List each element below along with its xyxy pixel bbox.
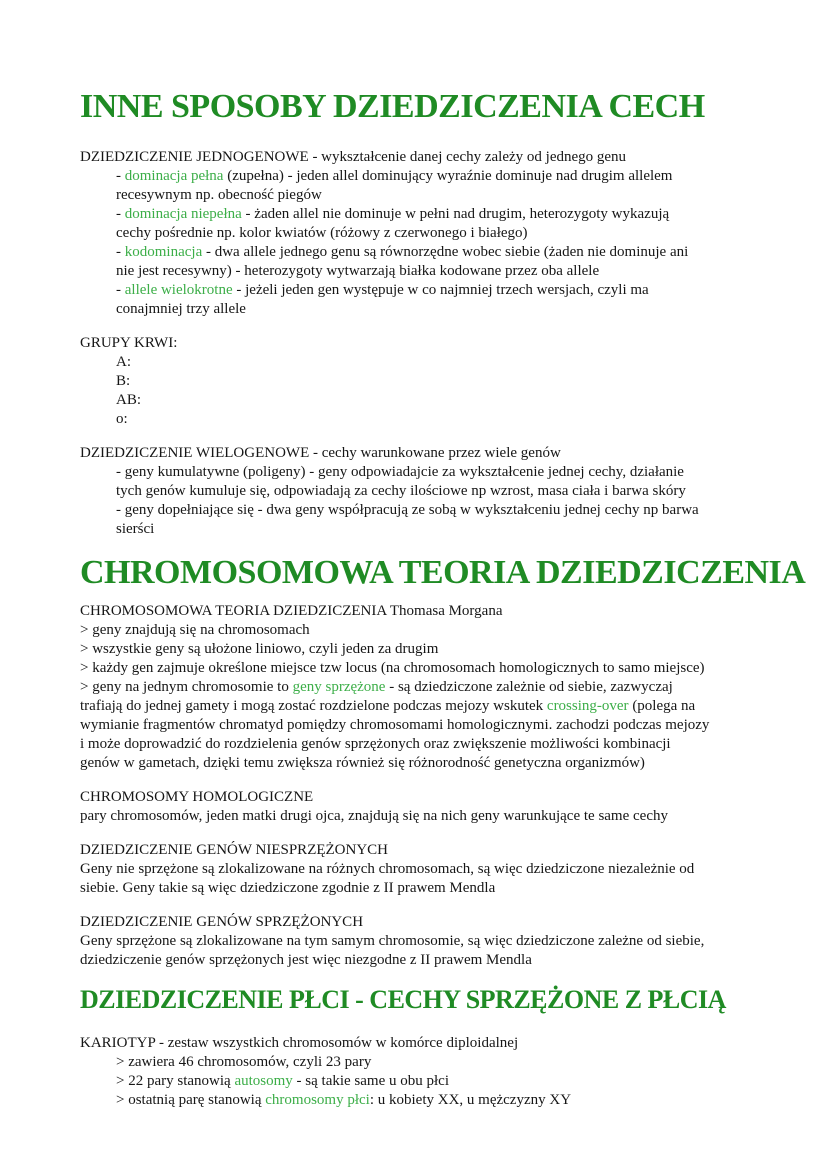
text-run: DZIEDZICZENIE JEDNOGENOWE - wykształcenie danej cechy zależy od jednego genu [80, 149, 627, 165]
text-line [80, 697, 768, 716]
text-run: - [116, 206, 125, 222]
highlighted-term: kodominacja [124, 244, 203, 260]
text-run: tych genów kumuluje się, odpowiadają za cechy ilościowe np wzrost, masa ciała i barwa skóry [116, 483, 686, 499]
text-run: B: [116, 373, 131, 389]
text-run: - geny kumulatywne (poligeny) - geny odpowiadajcie za wykształcenie jednej cechy, działanie [116, 464, 684, 480]
text-line [80, 300, 768, 319]
paragraph [80, 334, 768, 429]
text-line [80, 520, 768, 539]
text-line [80, 334, 768, 353]
text-run: - dwa allele jednego genu są równorzędne wobec siebie (żaden nie dominuje ani [202, 244, 689, 260]
text-run: wymianie fragmentów chromatyd pomiędzy chromosomami homologicznymi. zachodzi podczas mejozy [80, 717, 710, 733]
text-line [80, 951, 768, 970]
text-run: > każdy gen zajmuje określone miejsce tzw locus (na chromosomach homologicznych to samo miejsce) [80, 660, 705, 676]
text-run: trafiają do jednej gamety i mogą zostać rozdzielone podczas mejozy wskutek [80, 698, 547, 714]
text-line [80, 353, 768, 372]
text-line [80, 932, 768, 951]
text-run: - [116, 168, 125, 184]
text-line [80, 621, 768, 640]
text-line [80, 1072, 768, 1091]
text-run: > geny znajdują się na chromosomach [80, 622, 310, 638]
section-title: INNE SPOSOBY DZIEDZICZENIA CECH [80, 88, 705, 125]
text-line [80, 788, 768, 807]
text-run: KARIOTYP - zestaw wszystkich chromosomów w komórce diploidalnej [80, 1035, 519, 1051]
text-run: recesywnym np. obecność piegów [116, 187, 322, 203]
highlighted-term: autosomy [234, 1073, 293, 1089]
text-line [80, 735, 768, 754]
text-line [80, 807, 768, 826]
text-line [80, 913, 768, 932]
text-line [80, 167, 768, 186]
paragraph [80, 913, 768, 970]
text-run: DZIEDZICZENIE GENÓW SPRZĘŻONYCH [80, 914, 364, 930]
text-run: CHROMOSOMOWA TEORIA DZIEDZICZENIA Thomasa Morgana [80, 603, 503, 619]
text-line [80, 444, 768, 463]
text-run: (polega na [628, 698, 696, 714]
text-run: - są dziedziczone zależnie od siebie, zazwyczaj [385, 679, 673, 695]
paragraph [80, 148, 768, 319]
text-line [80, 841, 768, 860]
text-line [80, 463, 768, 482]
text-run: - geny dopełniające się - dwa geny współpracują ze sobą w wykształceniu jednej cechy np barwa [116, 502, 699, 518]
text-run: cechy pośrednie np. kolor kwiatów (różowy z czerwonego i białego) [116, 225, 528, 241]
text-run: - jeżeli jeden gen występuje w co najmniej trzech wersjach, czyli ma [232, 282, 649, 298]
text-line [80, 716, 768, 735]
text-run: DZIEDZICZENIE WIELOGENOWE - cechy warunkowane przez wiele genów [80, 445, 561, 461]
text-run: pary chromosomów, jeden matki drugi ojca, znajdują się na nich geny warunkujące te same cechy [80, 808, 668, 824]
text-run: - [116, 282, 125, 298]
text-line [80, 501, 768, 520]
text-line [80, 281, 768, 300]
text-line [80, 860, 768, 879]
text-line [80, 1053, 768, 1072]
text-run: > ostatnią parę stanowią [116, 1092, 266, 1108]
text-run: sierści [116, 521, 155, 537]
text-run: > 22 pary stanowią [116, 1073, 235, 1089]
highlighted-term: geny sprzężone [292, 679, 386, 695]
text-line [80, 754, 768, 773]
highlighted-term: chromosomy płci [265, 1092, 370, 1108]
section-title: CHROMOSOMOWA TEORIA DZIEDZICZENIA [80, 554, 806, 591]
highlighted-term: crossing-over [546, 698, 629, 714]
text-line [80, 224, 768, 243]
text-run: Geny nie sprzężone są zlokalizowane na różnych chromosomach, są więc dziedziczone niezależnie od [80, 861, 695, 877]
text-run: - [116, 244, 125, 260]
text-run: > wszystkie geny są ułożone liniowo, czyli jeden za drugim [80, 641, 439, 657]
text-line [80, 410, 768, 429]
highlighted-term: dominacja niepełna [124, 206, 242, 222]
text-run: GRUPY KRWI: [80, 335, 178, 351]
text-run: AB: [116, 392, 142, 408]
text-line [80, 372, 768, 391]
text-run: nie jest recesywny) - heterozygoty wytwarzają białka kodowane przez oba allele [116, 263, 600, 279]
text-run: DZIEDZICZENIE GENÓW NIESPRZĘŻONYCH [80, 842, 389, 858]
text-run: genów w gametach, dzięki temu zwiększa również się różnorodność genetyczna organizmów) [80, 755, 645, 771]
highlighted-term: dominacja pełna [124, 168, 224, 184]
text-line [80, 148, 768, 167]
text-run: : u kobiety XX, u mężczyzny XY [369, 1092, 572, 1108]
text-run: CHROMOSOMY HOMOLOGICZNE [80, 789, 314, 805]
text-line [80, 205, 768, 224]
text-run: Geny sprzężone są zlokalizowane na tym samym chromosomie, są więc dziedziczone zależne od siebie, [80, 933, 705, 949]
text-run: o: [116, 411, 128, 427]
text-run: > zawiera 46 chromosomów, czyli 23 pary [116, 1054, 372, 1070]
text-run: conajmniej trzy allele [116, 301, 246, 317]
document-content [80, 88, 806, 1110]
text-run: - żaden allel nie dominuje w pełni nad drugim, heterozygoty wykazują [241, 206, 670, 222]
text-line [80, 262, 768, 281]
text-run: siebie. Geny takie są więc dziedziczone zgodnie z II prawem Mendla [80, 880, 496, 896]
section-title: DZIEDZICZENIE PŁCI - CECHY SPRZĘŻONE Z PŁCIĄ [80, 985, 726, 1014]
paragraph [80, 788, 768, 826]
text-run: A: [116, 354, 131, 370]
text-line [80, 678, 768, 697]
text-line [80, 482, 768, 501]
text-line [80, 659, 768, 678]
text-line [80, 186, 768, 205]
paragraph [80, 1034, 768, 1110]
paragraph [80, 444, 768, 539]
text-line [80, 1034, 768, 1053]
text-line [80, 1091, 768, 1110]
text-line [80, 602, 768, 621]
text-run: > geny na jednym chromosomie to [80, 679, 293, 695]
text-line [80, 640, 768, 659]
text-run: - są takie same u obu płci [292, 1073, 449, 1089]
text-line [80, 391, 768, 410]
paragraph [80, 602, 768, 773]
text-line [80, 879, 768, 898]
paragraph [80, 841, 768, 898]
highlighted-term: allele wielokrotne [124, 282, 233, 298]
text-run: (zupełna) - jeden allel dominujący wyraźnie dominuje nad drugim allelem [223, 168, 673, 184]
text-line [80, 243, 768, 262]
text-run: i może doprowadzić do rozdzielenia genów sprzężonych oraz zwiększenie możliwości kombinacji [80, 736, 671, 752]
text-run: dziedziczenie genów sprzężonych jest więc niezgodne z II prawem Mendla [80, 952, 532, 968]
